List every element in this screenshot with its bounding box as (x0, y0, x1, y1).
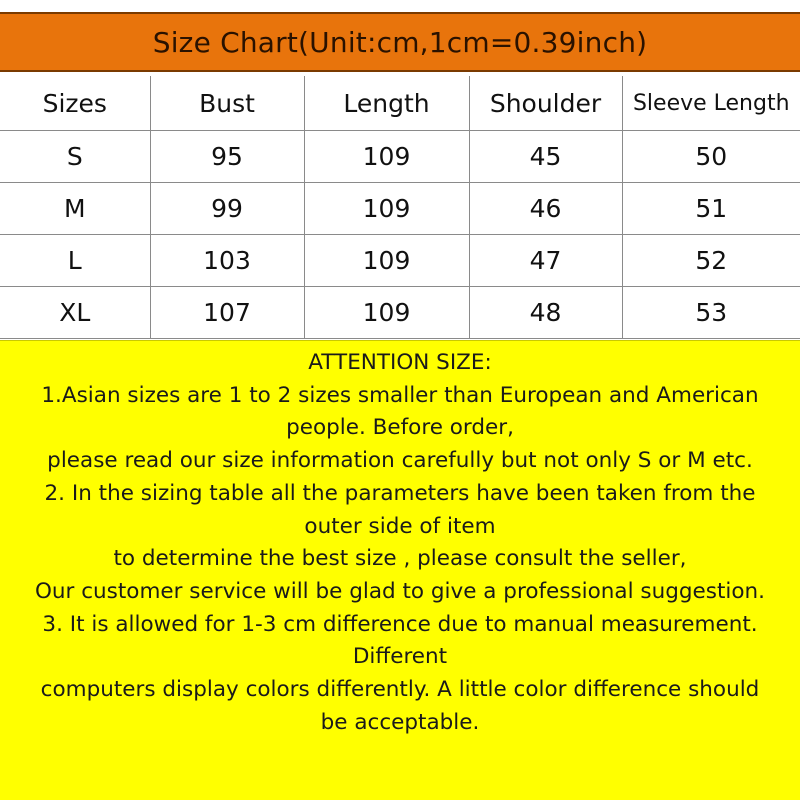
attention-notice (0, 340, 800, 800)
header-bust: Bust (150, 76, 304, 131)
cell-sleeve-length: 50 (622, 131, 800, 183)
attention-heading: ATTENTION SIZE: (308, 350, 492, 375)
attention-line: 1.Asian sizes are 1 to 2 sizes smaller than European and American (41, 382, 759, 408)
cell-length: 109 (304, 131, 469, 183)
cell-shoulder: 46 (469, 183, 622, 235)
table-row (0, 235, 800, 287)
cell-bust: 107 (150, 287, 304, 339)
cell-bust: 99 (150, 183, 304, 235)
cell-size: L (0, 235, 150, 287)
cell-length: 109 (304, 287, 469, 339)
cell-shoulder: 47 (469, 235, 622, 287)
cell-size: S (0, 131, 150, 183)
cell-sleeve-length: 51 (622, 183, 800, 235)
table-row (0, 287, 800, 339)
attention-line: 2. In the sizing table all the parameters have been taken from the (44, 480, 756, 506)
table-row (0, 131, 800, 183)
attention-line: Different (352, 644, 448, 670)
attention-line: please read our size information carefully but not only S or M etc. (47, 448, 753, 474)
attention-line: be acceptable. (320, 709, 480, 735)
size-table (0, 76, 800, 339)
cell-size: XL (0, 287, 150, 339)
header-length: Length (304, 76, 469, 131)
attention-line: 3. It is allowed for 1-3 cm difference due to manual measurement. (42, 611, 758, 637)
table-header-row (0, 76, 800, 131)
cell-length: 109 (304, 235, 469, 287)
table-row (0, 183, 800, 235)
attention-line: people. Before order, (286, 415, 514, 441)
cell-length: 109 (304, 183, 469, 235)
cell-bust: 103 (150, 235, 304, 287)
header-sleeve-length: Sleeve Length (622, 76, 800, 131)
cell-shoulder: 45 (469, 131, 622, 183)
cell-size: M (0, 183, 150, 235)
cell-sleeve-length: 53 (622, 287, 800, 339)
attention-line: outer side of item (304, 513, 496, 539)
cell-sleeve-length: 52 (622, 235, 800, 287)
cell-shoulder: 48 (469, 287, 622, 339)
header-shoulder: Shoulder (469, 76, 622, 131)
cell-bust: 95 (150, 131, 304, 183)
attention-line: Our customer service will be glad to give a professional suggestion. (35, 578, 765, 604)
header-sizes: Sizes (0, 76, 150, 131)
attention-line: to determine the best size , please consult the seller, (113, 546, 687, 572)
size-chart-title: Size Chart(Unit:cm,1cm=0.39inch) (0, 12, 800, 72)
attention-line: computers display colors differently. A little color difference should (40, 677, 760, 703)
